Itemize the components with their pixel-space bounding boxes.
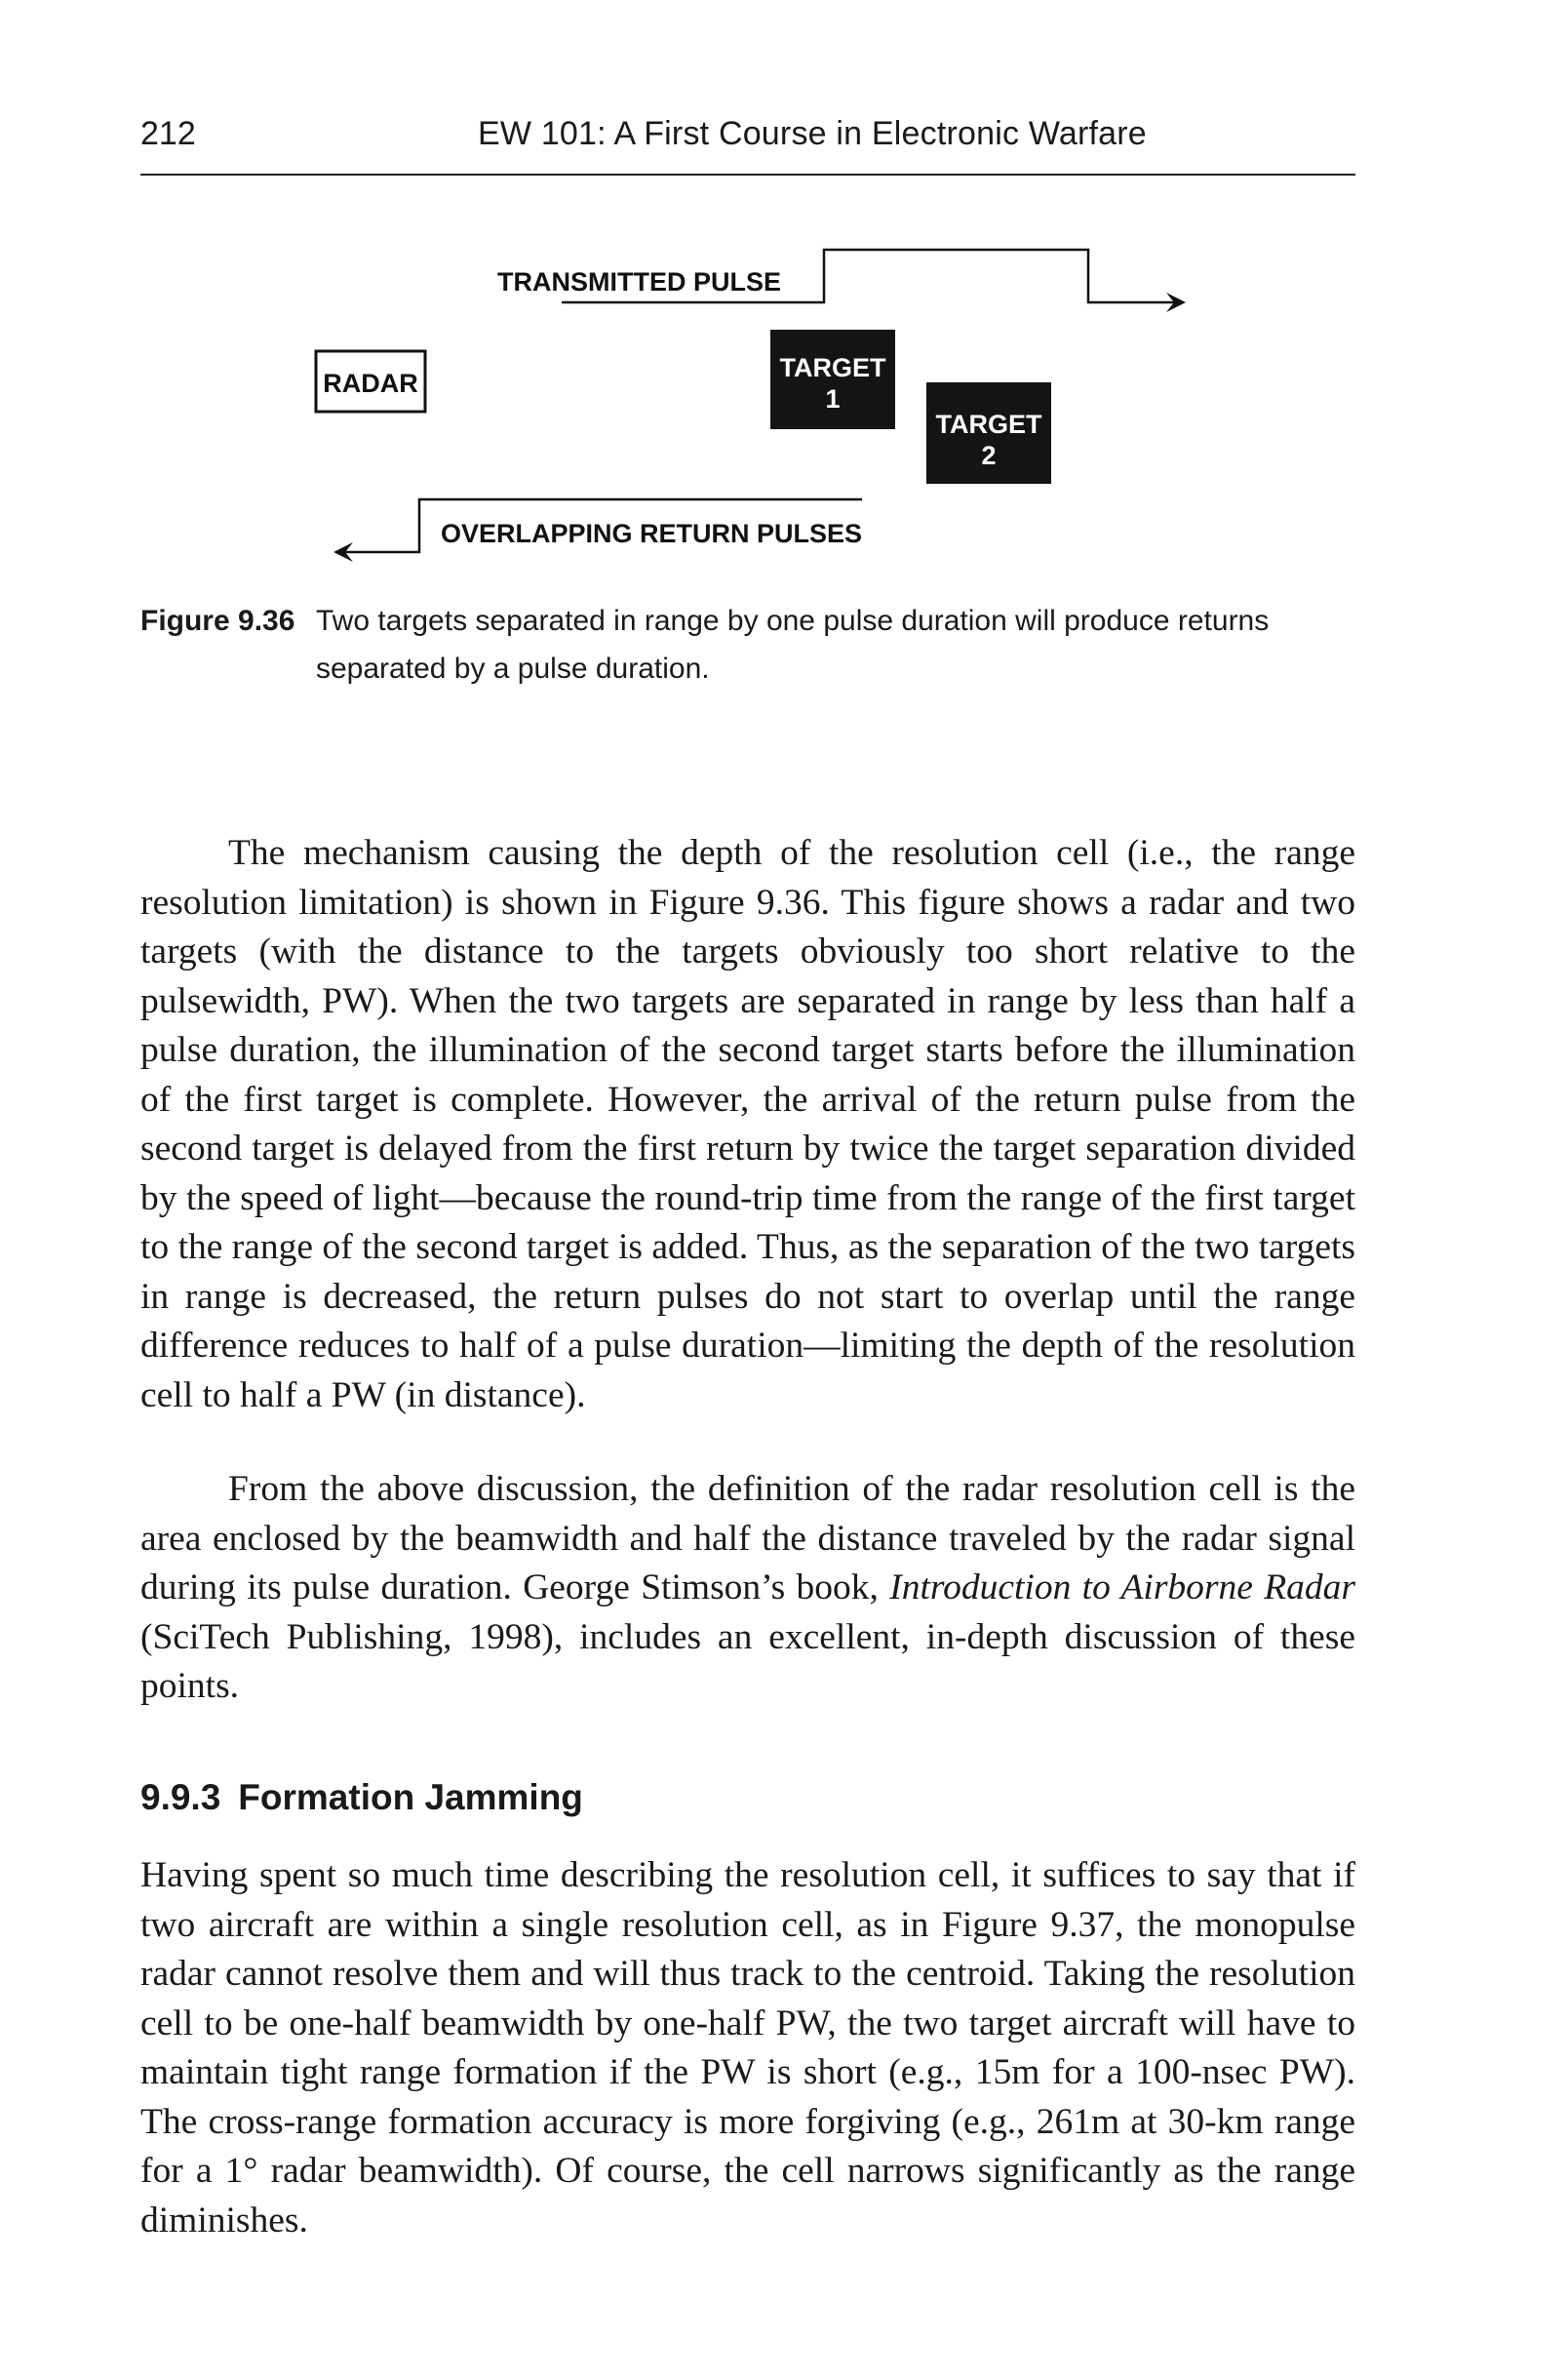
paragraph-2-text-b: (SciTech Publishing, 1998), includes an excellent, in-depth discussion of these points. [140, 1616, 1355, 1706]
paragraph-formation-jamming: Having spent so much time describing the resolution cell, it suffices to say that if two aircraft are within a single resolution cell, as in Figure 9.37, the monopulse radar cannot resolve them and will thus track to the centroid. Taking the resolution cell to be one-half beamwidth by one-half PW, the two target aircraft will have to maintain tight range formation if the PW is short (e.g., 15m for a 100-nsec PW). The cross-range formation accuracy is more forgiving (e.g., 261m at 30-km range for a 1° radar beamwidth). Of course, the cell narrows significantly as the range diminishes. [140, 1855, 1355, 2241]
section-number: 9.9.3 [140, 1777, 221, 1817]
page-number: 212 [140, 115, 196, 152]
target-2-label-line2: 2 [981, 441, 997, 470]
page-header [140, 115, 1355, 176]
paragraph-resolution-mechanism: The mechanism causing the depth of the resolution cell (i.e., the range resolution limitation) is shown in Figure 9.36. This figure shows a radar and two targets (with the distance to the targets obviously too short relative to the pulsewidth, PW). When the two targets are separated in range by less than half a pulse duration, the illumination of the second target starts before the illumination of the first target is complete. However, the arrival of the return pulse from the second target is delayed from the first return by twice the target separation divided by the speed of light—because the round-trip time from the range of the first target to the range of the second target is added. Thus, as the separation of the two targets in range is decreased, the return pulses do not start to overlap until the range difference reduces to half of a pulse duration—limiting the depth of the resolution cell to half a PW (in distance). [140, 833, 1355, 1415]
section-heading [140, 1777, 1355, 1818]
caption-label: Figure 9.36 [140, 605, 295, 637]
book-title: Introduction to Airborne Radar [889, 1567, 1355, 1607]
paragraph-resolution-cell-definition [140, 1465, 1355, 1712]
caption-text: Two targets separated in range by one pulse duration will produce returns separated by a pulse duration. [316, 605, 1270, 685]
overlapping-return-pulses-label: OVERLAPPING RETURN PULSES [441, 519, 863, 548]
figure-9-36 [140, 224, 1355, 575]
target-2-label-line1: TARGET [935, 410, 1042, 439]
paragraph-2-text-a: From the above discussion, the definition of the radar resolution cell is the area enclosed by the beamwidth and half the distance traveled by the radar signal during its pulse duration. George Stimson’s book, [140, 1469, 1355, 1607]
pulse-overlap-diagram [140, 224, 1355, 575]
transmitted-pulse-label: TRANSMITTED PULSE [497, 267, 782, 297]
target-1-label-line2: 1 [825, 384, 841, 414]
radar-label: RADAR [323, 369, 418, 398]
running-title: EW 101: A First Course in Electronic Warfare [478, 115, 1147, 152]
target-1-label-line1: TARGET [779, 353, 886, 382]
section-title: Formation Jamming [238, 1777, 583, 1817]
